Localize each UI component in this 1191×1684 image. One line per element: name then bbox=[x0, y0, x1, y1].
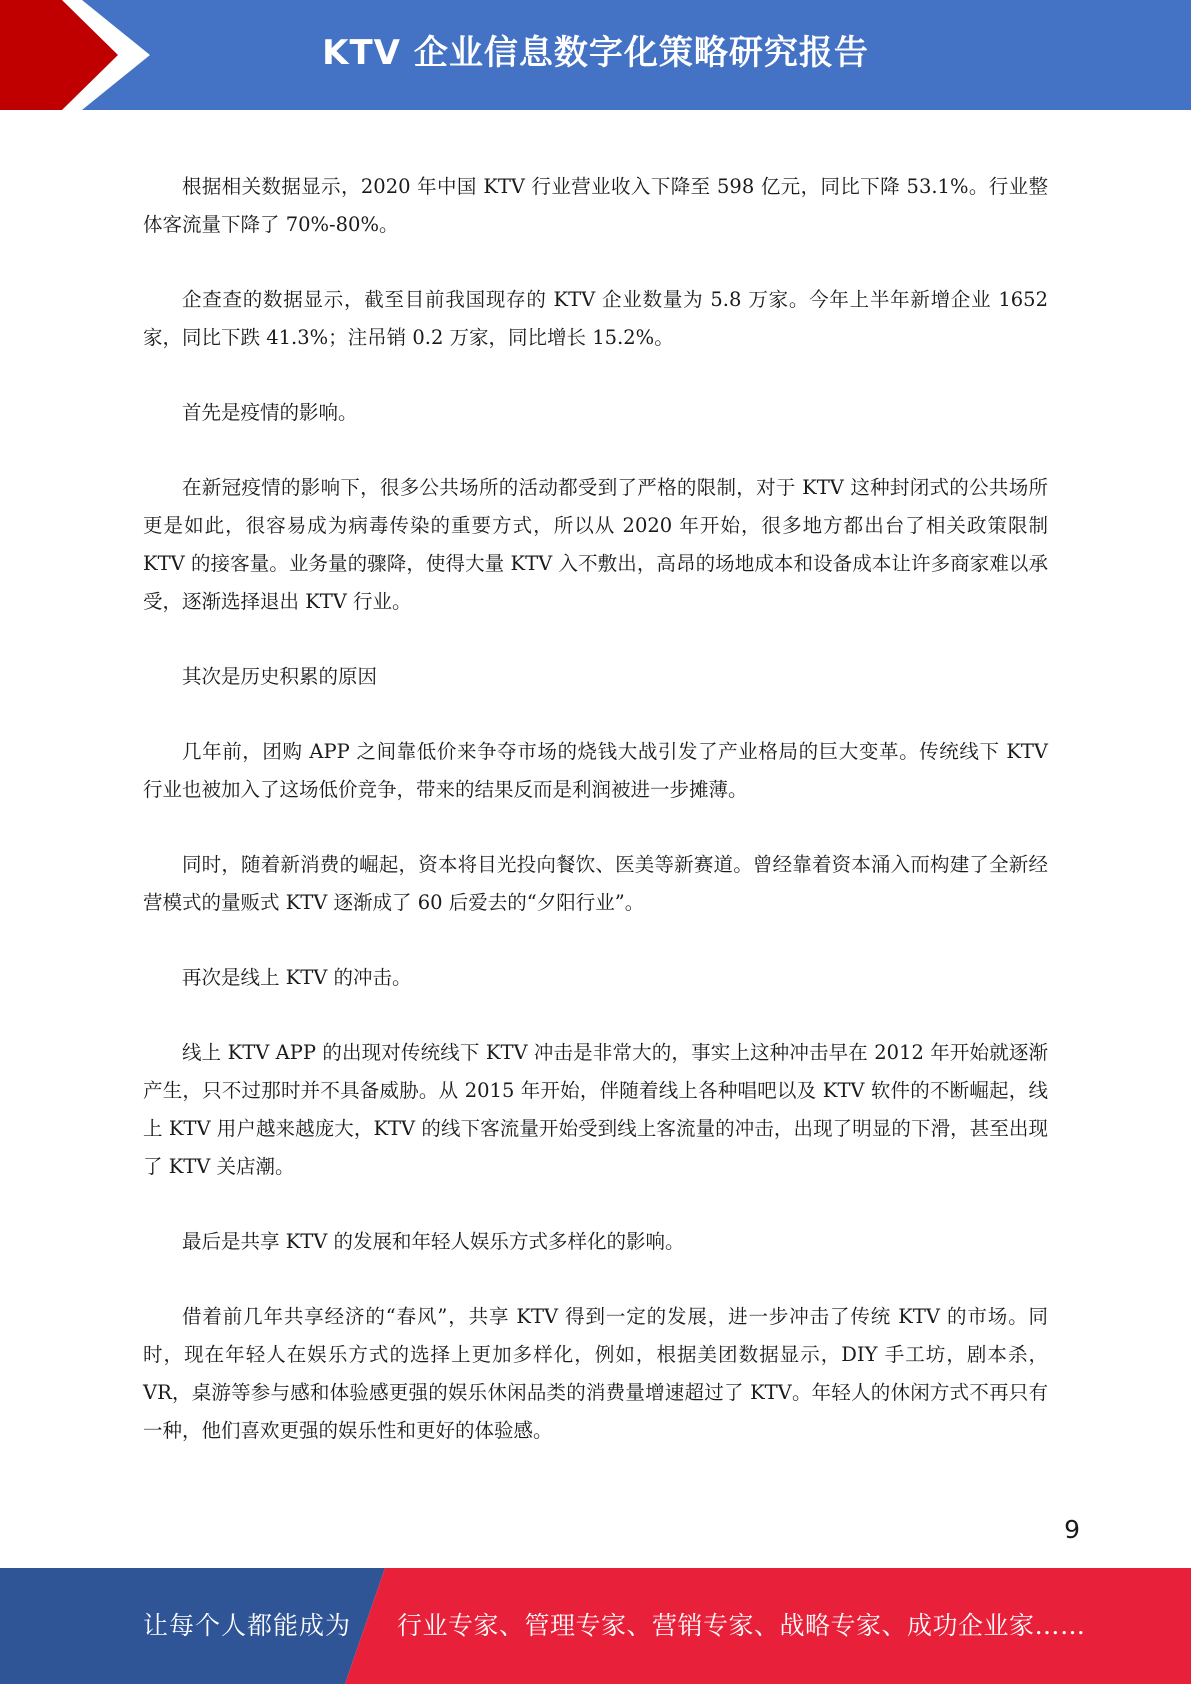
paragraph: 首先是疫情的影响。 bbox=[182, 401, 358, 424]
header-arrow-decoration bbox=[0, 0, 150, 110]
paragraph: 再次是线上 KTV 的冲击。 bbox=[182, 966, 412, 989]
paragraph: 其次是历史积累的原因 bbox=[182, 665, 378, 688]
document-body bbox=[143, 168, 1048, 1487]
paragraph: 企查查的数据显示，截至目前我国现存的 KTV 企业数量为 5.8 万家。今年上半年新增企业 1652 家，同比下跌 41.3%；注吊销 0.2 万家，同比增长 15.2%。 bbox=[143, 288, 1048, 349]
paragraph: 线上 KTV APP 的出现对传统线下 KTV 冲击是非常大的，事实上这种冲击早在 2012 年开始就逐渐产生，只不过那时并不具备威胁。从 2015 年开始，伴随着线上各种唱吧以及 KTV 软件的不断崛起，线上 KTV 用户越来越庞大，KTV 的线下客流量开始受到线上客流量的冲击，出现了明显的下滑，甚至出现了 KTV 关店潮。 bbox=[143, 1041, 1048, 1178]
paragraph: 几年前，团购 APP 之间靠低价来争夺市场的烧钱大战引发了产业格局的巨大变革。传统线下 KTV 行业也被加入了这场低价竞争，带来的结果反而是利润被进一步摊薄。 bbox=[143, 740, 1048, 801]
page-header bbox=[0, 0, 1191, 110]
footer-slogan-right: 行业专家、管理专家、营销专家、战略专家、成功企业家…… bbox=[397, 1611, 1086, 1640]
page-footer bbox=[0, 1568, 1191, 1684]
paragraph: 在新冠疫情的影响下，很多公共场所的活动都受到了严格的限制，对于 KTV 这种封闭式的公共场所更是如此，很容易成为病毒传染的重要方式，所以从 2020 年开始，很多地方都出台了相关政策限制 KTV 的接客量。业务量的骤降，使得大量 KTV 入不敷出，高昂的场地成本和设备成本让许多商家难以承受，逐渐选择退出 KTV 行业。 bbox=[143, 476, 1048, 613]
report-title: KTV 企业信息数字化策略研究报告 bbox=[322, 33, 869, 73]
paragraph: 同时，随着新消费的崛起，资本将目光投向餐饮、医美等新赛道。曾经靠着资本涌入而构建了全新经营模式的量贩式 KTV 逐渐成了 60 后爱去的“夕阳行业”。 bbox=[143, 853, 1048, 914]
page-number: 9 bbox=[1064, 1515, 1080, 1544]
paragraph: 借着前几年共享经济的“春风”，共享 KTV 得到一定的发展，进一步冲击了传统 KTV 的市场。同时，现在年轻人在娱乐方式的选择上更加多样化，例如，根据美团数据显示，DIY 手工坊，剧本杀，VR，桌游等参与感和体验感更强的娱乐休闲品类的消费量增速超过了 KTV。年轻人的休闲方式不再只有一种，他们喜欢更强的娱乐性和更好的体验感。 bbox=[143, 1305, 1048, 1442]
paragraph: 最后是共享 KTV 的发展和年轻人娱乐方式多样化的影响。 bbox=[182, 1230, 685, 1253]
footer-slogan-left: 让每个人都能成为 bbox=[143, 1611, 352, 1640]
paragraph: 根据相关数据显示，2020 年中国 KTV 行业营业收入下降至 598 亿元，同比下降 53.1%。行业整体客流量下降了 70%-80%。 bbox=[143, 175, 1048, 236]
